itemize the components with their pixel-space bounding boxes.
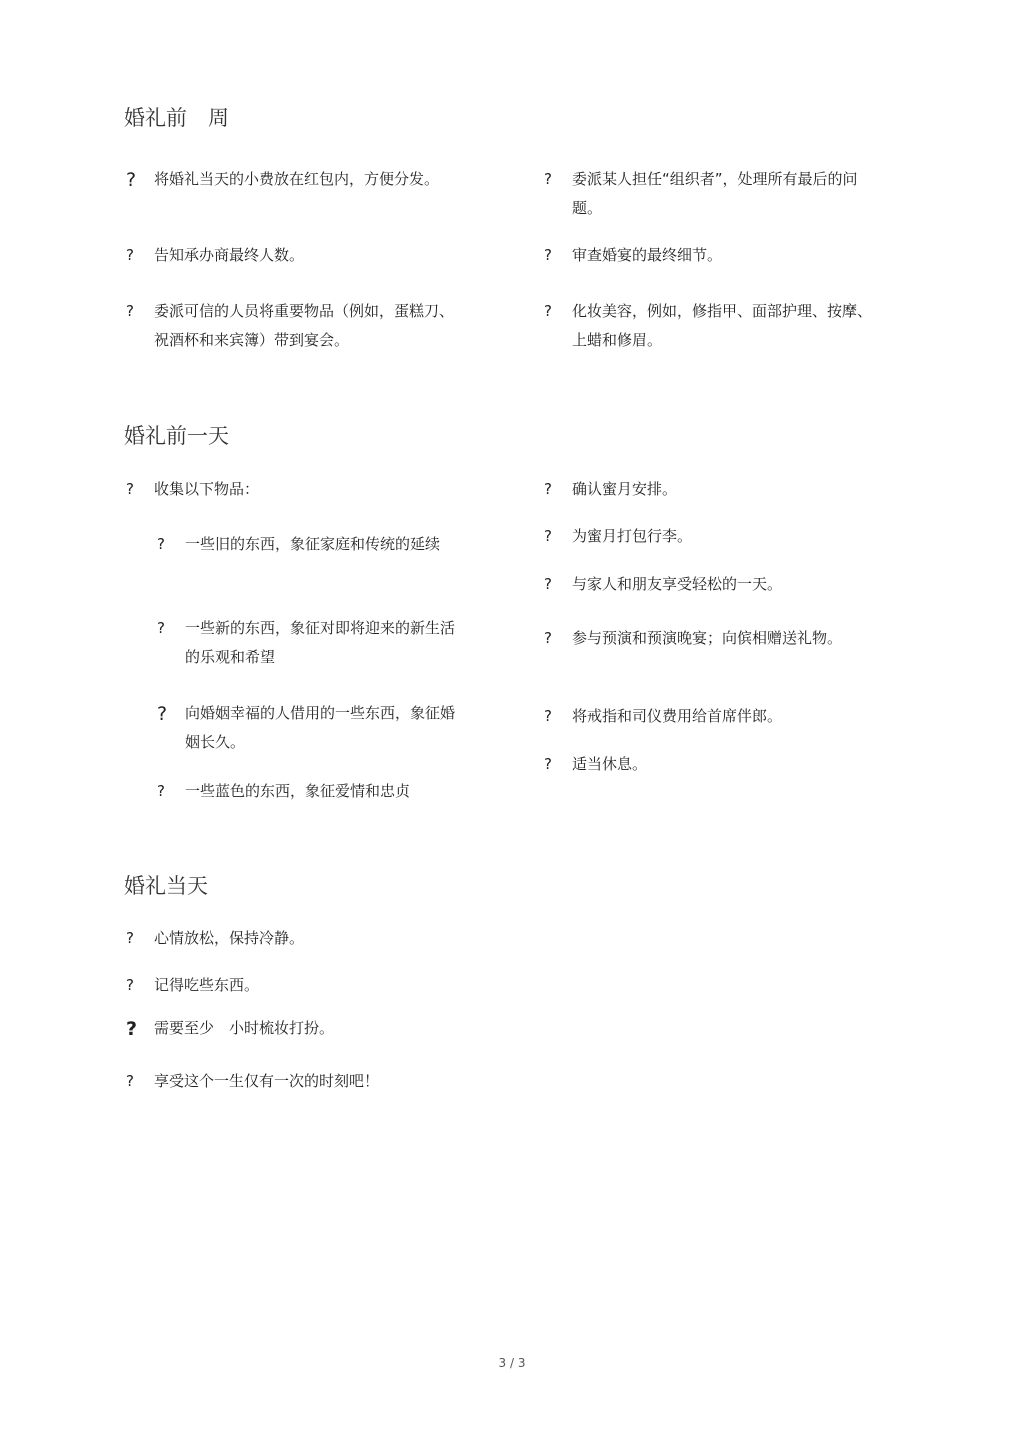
bullet-icon: ? bbox=[544, 170, 552, 188]
list-item bbox=[126, 165, 456, 194]
list-item bbox=[544, 297, 874, 355]
bullet-icon: ? bbox=[126, 169, 137, 191]
bullet-icon: ? bbox=[544, 707, 552, 725]
list-item bbox=[126, 297, 456, 355]
list-item-text: 一些旧的东西，象征家庭和传统的延续 bbox=[185, 535, 441, 553]
list-item-text: 需要至少 小时梳妆打扮。 bbox=[154, 1019, 335, 1037]
list-item bbox=[157, 777, 457, 806]
bullet-icon: ? bbox=[544, 480, 552, 498]
list-item bbox=[126, 924, 456, 953]
list-item-text: 将婚礼当天的小费放在红包内，方便分发。 bbox=[154, 170, 440, 188]
list-item bbox=[126, 475, 456, 504]
bullet-icon: ? bbox=[126, 480, 134, 498]
bullet-icon: ? bbox=[126, 1018, 138, 1040]
bullet-icon: ? bbox=[126, 302, 134, 320]
list-item bbox=[544, 702, 874, 731]
bullet-icon: ? bbox=[157, 619, 165, 637]
list-item bbox=[544, 624, 874, 653]
list-item-text: 一些新的东西，象征对即将迎来的新生活的乐观和希望 bbox=[185, 619, 456, 666]
list-item bbox=[126, 971, 456, 1000]
bullet-icon: ? bbox=[126, 929, 134, 947]
bullet-icon: ? bbox=[544, 527, 552, 545]
section-title-week-before: 婚礼前 周 bbox=[124, 106, 229, 130]
list-item bbox=[126, 1014, 456, 1043]
list-item-text: 享受这个一生仅有一次的时刻吧！ bbox=[154, 1072, 380, 1090]
list-item-text: 委派可信的人员将重要物品（例如，蛋糕刀、祝酒杯和来宾簿）带到宴会。 bbox=[154, 302, 455, 349]
bullet-icon: ? bbox=[126, 976, 134, 994]
bullet-icon: ? bbox=[544, 755, 552, 773]
list-item bbox=[544, 165, 874, 223]
list-item-text: 委派某人担任“组织者”，处理所有最后的问题。 bbox=[572, 170, 858, 217]
list-item bbox=[544, 475, 874, 504]
list-item-text: 适当休息。 bbox=[572, 755, 648, 773]
list-item-text: 化妆美容，例如，修指甲、面部护理、按摩、上蜡和修眉。 bbox=[572, 302, 873, 349]
list-item-text: 心情放松，保持冷静。 bbox=[154, 929, 305, 947]
bullet-icon: ? bbox=[126, 246, 134, 264]
page-number: 3 / 3 bbox=[498, 1356, 526, 1370]
list-item bbox=[126, 241, 456, 270]
list-item bbox=[157, 699, 457, 757]
list-item bbox=[126, 1067, 456, 1096]
list-item-text: 告知承办商最终人数。 bbox=[154, 246, 305, 264]
section-title-wedding-day: 婚礼当天 bbox=[124, 874, 208, 898]
section-title-day-before: 婚礼前一天 bbox=[124, 424, 229, 448]
list-item-text: 一些蓝色的东西，象征爱情和忠贞 bbox=[185, 782, 411, 800]
bullet-icon: ? bbox=[544, 629, 552, 647]
list-item bbox=[544, 570, 874, 599]
list-item bbox=[157, 614, 457, 672]
bullet-icon: ? bbox=[544, 246, 552, 264]
bullet-icon: ? bbox=[126, 1072, 134, 1090]
list-item bbox=[544, 522, 874, 551]
list-item-text: 向婚姻幸福的人借用的一些东西，象征婚姻长久。 bbox=[185, 704, 456, 751]
list-item-text: 为蜜月打包行李。 bbox=[572, 527, 693, 545]
bullet-icon: ? bbox=[157, 703, 168, 725]
list-item-text: 记得吃些东西。 bbox=[154, 976, 260, 994]
bullet-icon: ? bbox=[544, 302, 552, 320]
bullet-icon: ? bbox=[157, 782, 165, 800]
list-item-text: 与家人和朋友享受轻松的一天。 bbox=[572, 575, 783, 593]
list-item bbox=[544, 750, 874, 779]
list-item-text: 确认蜜月安排。 bbox=[572, 480, 678, 498]
bullet-icon: ? bbox=[157, 535, 165, 553]
list-item-text: 审查婚宴的最终细节。 bbox=[572, 246, 723, 264]
list-item-text: 收集以下物品： bbox=[154, 480, 260, 498]
list-item bbox=[544, 241, 874, 270]
bullet-icon: ? bbox=[544, 575, 552, 593]
list-item bbox=[157, 530, 457, 559]
list-item-text: 将戒指和司仪费用给首席伴郎。 bbox=[572, 707, 783, 725]
list-item-text: 参与预演和预演晚宴；向傧相赠送礼物。 bbox=[572, 629, 843, 647]
